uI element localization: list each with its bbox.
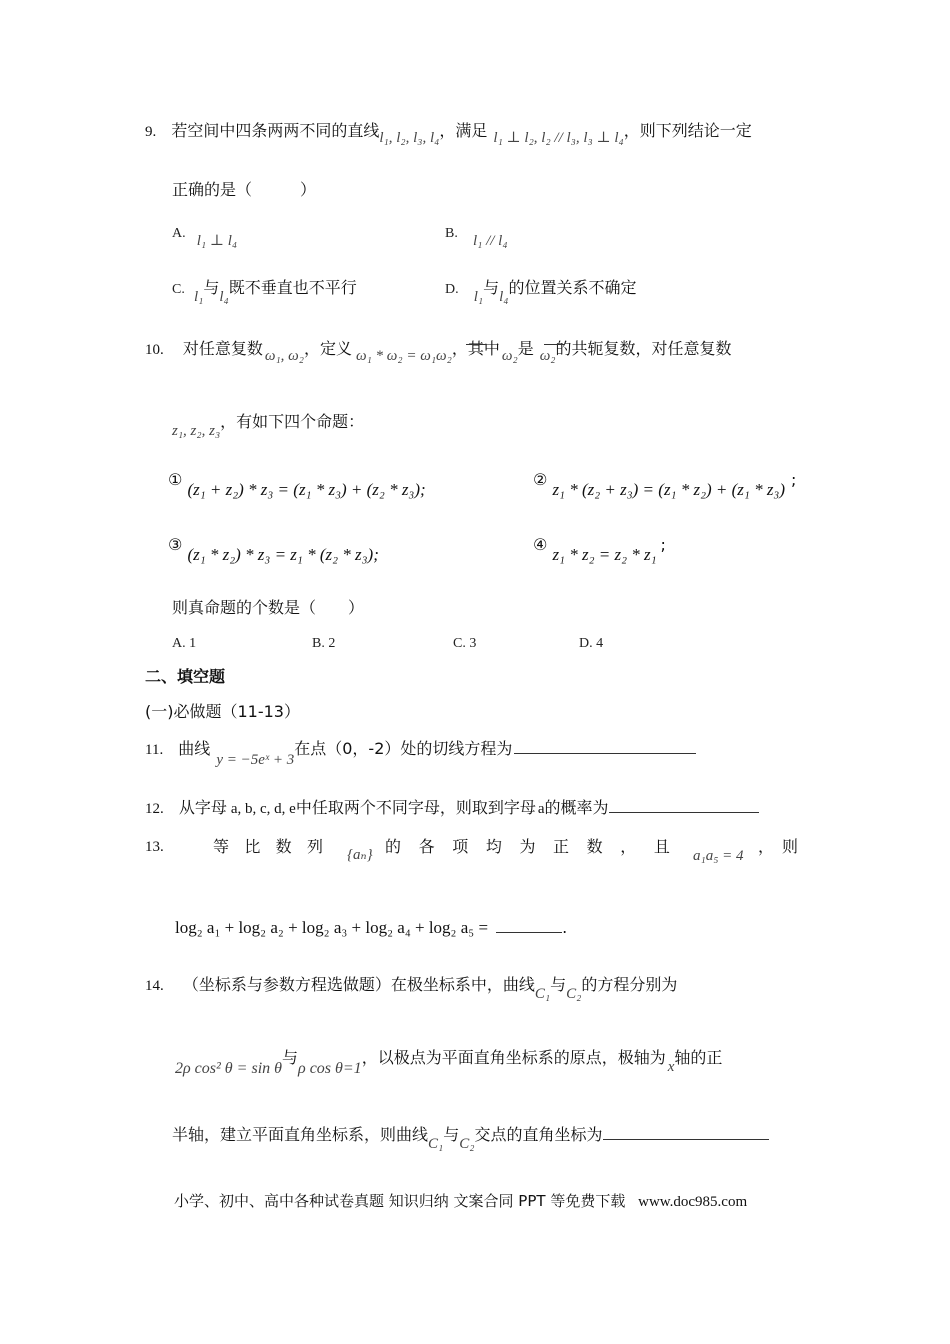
q10-p2-mark: ② [533,470,548,489]
q14-line3 [172,1125,769,1152]
q9-number: 9. [145,124,157,140]
q9-opt-c-text: 既不垂直也不平行 [228,278,357,297]
q13-char: 数 [586,837,603,856]
q13-char: 数 [275,837,292,856]
q14-text-c: ，以极点为平面直角坐标系的原点，极轴为 [361,1048,666,1067]
q9-text-c: ，则下列结论一定 [623,121,752,140]
q9-condition: l₁ ⊥ l₂, l₂ // l₃, l₃ ⊥ l₄ [493,130,624,146]
q12-text-c: 的概率为 [544,798,609,817]
q10-omegas: ω₁, ω₂ [264,348,304,364]
q9-opt-b-math: l₁ // l₄ [472,233,508,249]
q13-spread-2 [385,837,670,857]
q9-option-a [172,222,238,249]
footer [174,1191,747,1212]
q14-eq2: ρ cos θ=1 [298,1060,362,1077]
q13-char: 项 [452,837,469,856]
overline-def [466,344,486,345]
q14-c2b: C₂ [459,1136,475,1152]
q9-text-a: 若空间中四条两两不同的直线 [171,121,380,140]
q9-opt-b-label: B. [445,226,458,241]
q14-eq1: 2ρ cos² θ = sin θ [175,1060,282,1077]
section-subtitle: (一)必做题（11-13） [145,702,300,721]
q10-option-a: A. 1 [172,636,197,651]
q13-expr-line [175,918,567,938]
q10-def-lhs: ω₁ * ω₂ = ω₁ [356,348,437,364]
q14-mid2: 与 [282,1048,299,1067]
q13-char: 等 [213,837,230,856]
q9-opt-d-label: D. [445,282,459,297]
q9-opt-c-l1: l₁ [193,289,204,305]
q13-char: 且 [653,837,670,856]
q10-prop-2 [533,470,797,499]
q10-prop-4 [533,535,666,564]
q10-p4-end: ; [660,535,666,554]
q9-opt-c-l4: l₄ [219,289,229,305]
q14-text-f: 交点的直角坐标为 [474,1125,603,1144]
q13-char: 的 [385,837,402,856]
q12-answer-blank[interactable] [609,812,759,813]
q10-conj: ω₂ [501,348,518,364]
q14-x: x [667,1059,675,1075]
q12-number: 12. [145,801,164,817]
q11-text-a: 曲线 [178,739,211,758]
q10-question: 则真命题的个数是（ ） [172,598,365,617]
q9-opt-d-l4: l₄ [499,289,509,305]
q9-opt-a-math: l₁ ⊥ l₄ [196,233,238,249]
q14-text-e: 半轴，建立平面直角坐标系，则曲线 [172,1125,429,1144]
q9-opt-c-mid: 与 [203,278,220,297]
q13-seq: {aₙ} [347,847,373,863]
q13-char: 各 [418,837,435,856]
q10-line1 [145,339,732,364]
q12-text-a: 从字母 [178,798,227,817]
q14-text-b: 的方程分别为 [581,975,678,994]
q13-spread-1 [213,837,323,857]
footer-text: 小学、初中、高中各种试卷真题 知识归纳 文案合同 PPT 等免费下载 [174,1192,626,1210]
q13-char: 均 [485,837,502,856]
q11-number: 11. [145,742,164,758]
q10-p2: z₁ * (z₂ + z₃) = (z₁ * z₂) + (z₁ * z₃) [552,480,786,499]
q12-letters: a, b, c, d, e [230,801,296,817]
q14-mid: 与 [550,975,567,994]
q14-c2: C₂ [566,986,582,1002]
q9-opt-d-l1: l₁ [473,289,484,305]
q13-answer-blank[interactable] [496,932,562,933]
q10-p4-mark: ④ [533,535,548,554]
q10-option-d: D. 4 [579,636,604,651]
q9-opt-a-label: A. [172,226,186,241]
q14-line1 [145,975,678,1002]
q13-char: 为 [519,837,536,856]
q12-text-b: 中任取两个不同字母，则取到字母 [295,798,536,817]
q9-option-c [172,278,357,305]
footer-url[interactable]: www.doc985.com [638,1194,748,1210]
q10-p4: z₁ * z₂ = z₂ * z₁ [552,545,657,564]
q9-option-b [445,222,508,249]
q13-number: 13. [145,839,164,855]
q9-line1 [145,121,752,146]
q14-c1b: C₁ [428,1136,444,1152]
q13-cond: a₁a₅ = 4 [693,848,744,864]
q10-text-f: ，有如下四个命题： [220,412,365,431]
q9-opt-d-mid: 与 [483,278,500,297]
q10-text-e: 的共轭复数，对任意复数 [555,339,732,358]
q14-number: 14. [145,978,164,994]
q10-def-bar: ω₂ [436,348,452,364]
q14-line2 [175,1048,723,1077]
q9-option-d [445,278,637,305]
q10-number: 10. [145,342,164,358]
q10-text-d: 是 [517,339,534,358]
q10-p3-mark: ③ [168,535,183,554]
q9-lines: l₁, l₂, l₃, l₄ [379,130,440,146]
q10-option-b: B. 2 [312,636,336,651]
q10-line2 [172,412,365,439]
q11-text-b: 在点（0，-2）处的切线方程为 [294,739,513,758]
q10-text-a: 对任意复数 [182,339,263,358]
overline-conj [544,344,564,345]
q13-expr: log₂ a₁ + log₂ a₂ + log₂ a₃ + log₂ a₄ + log₂ a₅ = [175,918,489,937]
q13-char: ， [620,837,637,856]
q9-opt-d-text: 的位置关系不确定 [508,278,637,297]
q14-c1: C₁ [534,986,551,1002]
q13-char: 列 [306,837,323,856]
q10-omega2: ω₂ [539,348,556,364]
q10-text-b: ，定义 [303,339,352,358]
q14-text-d: 轴的正 [674,1048,723,1067]
q10-zs: z₁, z₂, z₃ [172,423,221,439]
q13-char: 正 [553,837,570,856]
q10-prop-3 [168,535,379,564]
q9-opt-c-label: C. [172,282,185,297]
q9-line2: 正确的是（ ） [172,180,317,199]
q10-text-c: ，其中 [451,339,500,358]
q12-line [145,798,759,819]
q14-text-a: （坐标系与参数方程选做题）在极坐标系中，曲线 [182,975,535,994]
q13-period: . [562,918,568,937]
q12-letter: a [537,801,545,817]
q11-line [145,739,696,768]
q10-p1: (z₁ + z₂) * z₃ = (z₁ * z₃) + (z₂ * z₃); [187,480,426,499]
section-title: 二、填空题 [145,667,226,686]
q14-mid3: 与 [443,1125,460,1144]
q10-p3: (z₁ * z₂) * z₃ = z₁ * (z₂ * z₃); [187,545,379,564]
q10-p1-mark: ① [168,470,183,489]
q13-text-end: ， 则 [758,837,799,856]
q13-char: 比 [244,837,261,856]
q10-prop-1 [168,470,426,499]
q11-answer-blank[interactable] [514,753,696,754]
q9-text-b: ，满足 [439,121,488,140]
q14-answer-blank[interactable] [603,1139,769,1140]
q10-option-c: C. 3 [453,636,477,651]
q11-func: y = −5eˣ + 3 [216,752,295,768]
q10-p2-end: ; [791,470,797,489]
